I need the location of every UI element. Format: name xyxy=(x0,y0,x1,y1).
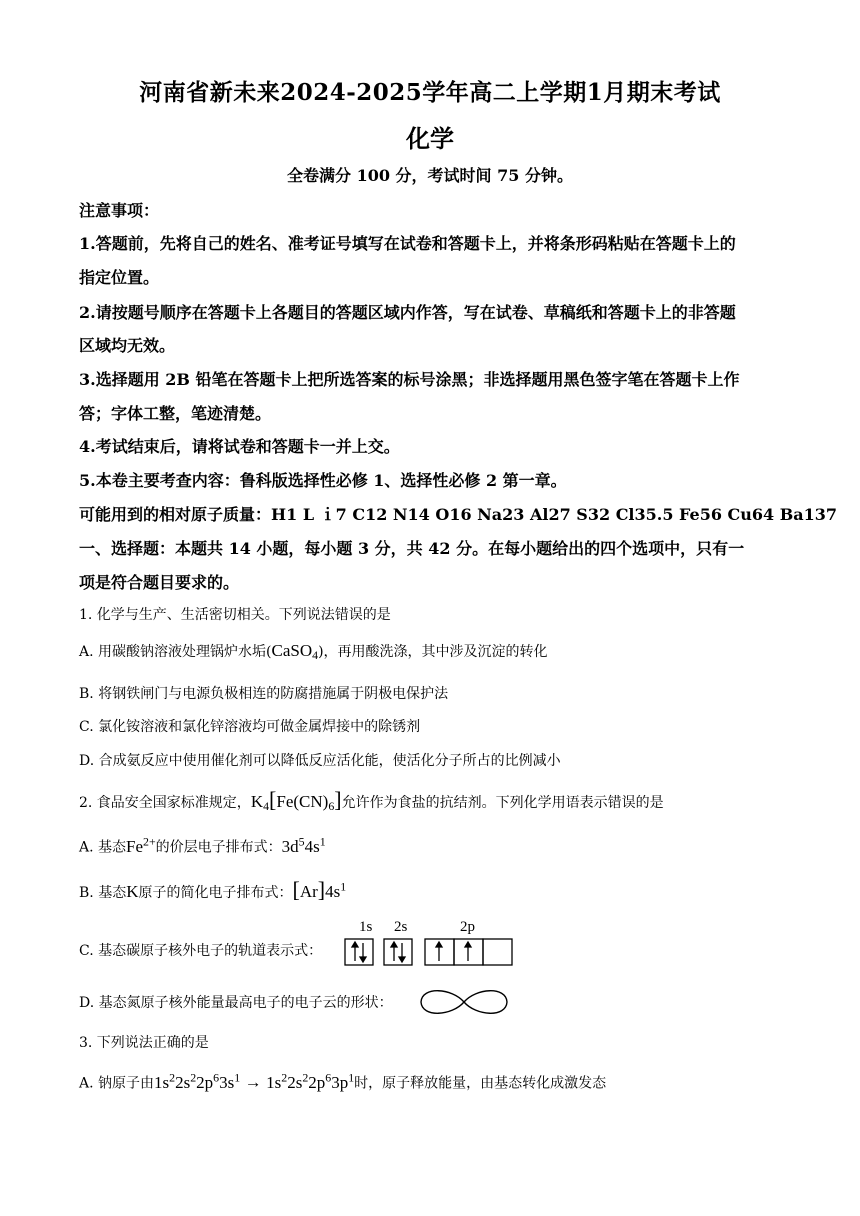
note-line: 1.答题前，先将自己的姓名、准考证号填写在试卷和答题卡上，并将条形码粘贴在答题卡上的 xyxy=(79,234,736,253)
na-config-to xyxy=(266,1070,355,1092)
p-orbital-dumbbell-icon xyxy=(416,982,512,1022)
cn-group: CN xyxy=(299,792,323,811)
atomic-masses: 可能用到的相对原子质量：H1 L ｉ7 C12 N14 O16 Na23 Al27 S32 Cl35.5 Fe56 Cu64 Ba137 xyxy=(79,505,838,524)
caso4-formula xyxy=(271,641,318,660)
cfg-3d-sup: 5 xyxy=(298,834,305,848)
q2-a-pre: A. 基态 xyxy=(79,839,127,856)
q3-a-post: 时，原子释放能量，由基态转化成激发态 xyxy=(354,1075,607,1092)
question-2-stem xyxy=(79,787,664,814)
ferrocyanide-formula: $K_4[Fe(CN)_6]$ xyxy=(250,787,342,813)
cfg-sup: 1 xyxy=(348,1070,355,1084)
question-3-stem: 3. 下列说法正确的是 xyxy=(79,1035,209,1051)
na-config-from xyxy=(154,1070,241,1092)
cfg-part: 2s xyxy=(287,1072,303,1092)
ar-core: Ar xyxy=(299,882,318,901)
cfg-4s: 4s xyxy=(304,836,320,856)
note-line: 答；字体工整，笔迹清楚。 xyxy=(79,404,272,423)
q2-option-c: C. 基态碳原子核外电子的轨道表示式： xyxy=(79,943,323,959)
cfg-sup: 2 xyxy=(302,1070,309,1084)
cfg-sup: 1 xyxy=(234,1070,241,1084)
fe2-ion xyxy=(126,834,156,856)
fe-ion-charge: 2+ xyxy=(143,834,156,848)
cfg-3d: 3d xyxy=(281,836,299,856)
q3-option-a xyxy=(79,1070,606,1093)
ar-right-bracket: ] xyxy=(317,877,326,902)
k-4s: 4s xyxy=(325,882,341,901)
fe2-config xyxy=(281,834,326,856)
cfg-sup: 2 xyxy=(190,1070,197,1084)
caso4-sub: 4 xyxy=(312,647,319,662)
q2-option-a xyxy=(79,834,326,857)
cfg-sup: 6 xyxy=(325,1070,332,1084)
subject-title: 化学 xyxy=(406,124,454,153)
arrow-right-icon: → xyxy=(244,1072,262,1092)
note-line: 区域均无效。 xyxy=(79,336,176,355)
orbital-box-2s xyxy=(384,939,412,965)
k-4s-sup: 1 xyxy=(340,879,347,894)
fe-symbol: Fe xyxy=(276,792,294,811)
q2-a-mid: 的价层电子排布式： xyxy=(155,839,282,856)
q2-option-d: D. 基态氮原子核外能量最高电子的电子云的形状： xyxy=(79,995,393,1011)
cfg-sup: 2 xyxy=(281,1070,288,1084)
q2-stem-pre: 2. 食品安全国家标准规定， xyxy=(79,795,251,811)
exam-title: 河南省新未来2024-2025学年高二上学期1月期末考试 xyxy=(139,79,721,106)
cfg-sup: 6 xyxy=(213,1070,220,1084)
orbital-label-1s: 1s xyxy=(359,919,373,935)
right-bracket: ] xyxy=(334,787,342,812)
k-sub: 4 xyxy=(263,798,270,813)
note-line: 4.考试结束后，请将试卷和答题卡一并上交。 xyxy=(79,437,400,456)
cfg-sup: 2 xyxy=(169,1070,176,1084)
q3-a-pre: A. 钠原子由 xyxy=(79,1075,155,1092)
note-line: 3.选择题用 2B 铅笔在答题卡上把所选答案的标号涂黑；非选择题用黑色签字笔在答题卡上作 xyxy=(79,370,740,389)
q1-a-post: )，再用酸洗涤，其中涉及沉淀的转化 xyxy=(318,644,548,660)
caso4-text: CaSO xyxy=(271,641,313,660)
exam-info: 全卷满分 100 分，考试时间 75 分钟。 xyxy=(287,166,573,185)
section-heading: 项是符合题目要求的。 xyxy=(79,573,240,592)
orbital-box-1s xyxy=(345,939,373,965)
q1-option-b: B. 将钢铁闸门与电源负极相连的防腐措施属于阴极电保护法 xyxy=(79,686,449,702)
note-line: 5.本卷主要考查内容：鲁科版选择性必修 1、选择性必修 2 第一章。 xyxy=(79,471,567,490)
cfg-4s-sup: 1 xyxy=(319,834,326,848)
q1-option-a xyxy=(79,641,548,663)
fe-ion-symbol: Fe xyxy=(126,836,144,856)
orbital-diagram xyxy=(340,917,520,969)
q2-stem-post: 允许作为食盐的抗结剂。下列化学用语表示错误的是 xyxy=(341,795,664,811)
orbital-box-2p-z xyxy=(483,939,512,965)
cfg-part: 3p xyxy=(331,1072,349,1092)
ar-left-bracket: [ xyxy=(292,877,300,902)
note-line: 指定位置。 xyxy=(79,268,160,287)
q1-option-c: C. 氯化铵溶液和氯化锌溶液均可做金属焊接中的除锈剂 xyxy=(79,719,421,735)
q2-b-pre: B. 基态 xyxy=(79,885,127,901)
notes-heading: 注意事项： xyxy=(79,201,160,220)
q1-option-d: D. 合成氨反应中使用催化剂可以降低反应活化能，使活化分子所占的比例减小 xyxy=(79,753,561,769)
q2-option-b xyxy=(79,877,346,903)
cfg-part: 2p xyxy=(308,1072,326,1092)
cfg-part: 2s xyxy=(175,1072,191,1092)
note-line: 2.请按题号顺序在答题卡上各题目的答题区域内作答，写在试卷、草稿纸和答题卡上的非答题 xyxy=(79,303,736,322)
left-bracket: [ xyxy=(269,787,277,812)
cfg-part: 1s xyxy=(154,1072,170,1092)
orbital-label-2s: 2s xyxy=(394,919,408,935)
cfg-part: 2p xyxy=(196,1072,214,1092)
cfg-part: 3s xyxy=(219,1072,235,1092)
k-config xyxy=(292,877,347,902)
section-heading: 一、选择题：本题共 14 小题，每小题 3 分，共 42 分。在每小题给出的四个选项中，只有一 xyxy=(79,539,745,558)
cn-sub: 6 xyxy=(328,798,335,813)
orbital-label-2p: 2p xyxy=(460,919,475,935)
q1-a-text: A. 用碳酸钠溶液处理锅炉水垢( xyxy=(79,644,272,660)
cfg-part: 1s xyxy=(266,1072,282,1092)
k-atom: K xyxy=(126,882,139,901)
q2-b-mid: 原子的简化电子排布式： xyxy=(138,885,293,901)
question-1-stem: 1. 化学与生产、生活密切相关。下列说法错误的是 xyxy=(79,607,391,623)
k-symbol: K xyxy=(250,792,264,811)
